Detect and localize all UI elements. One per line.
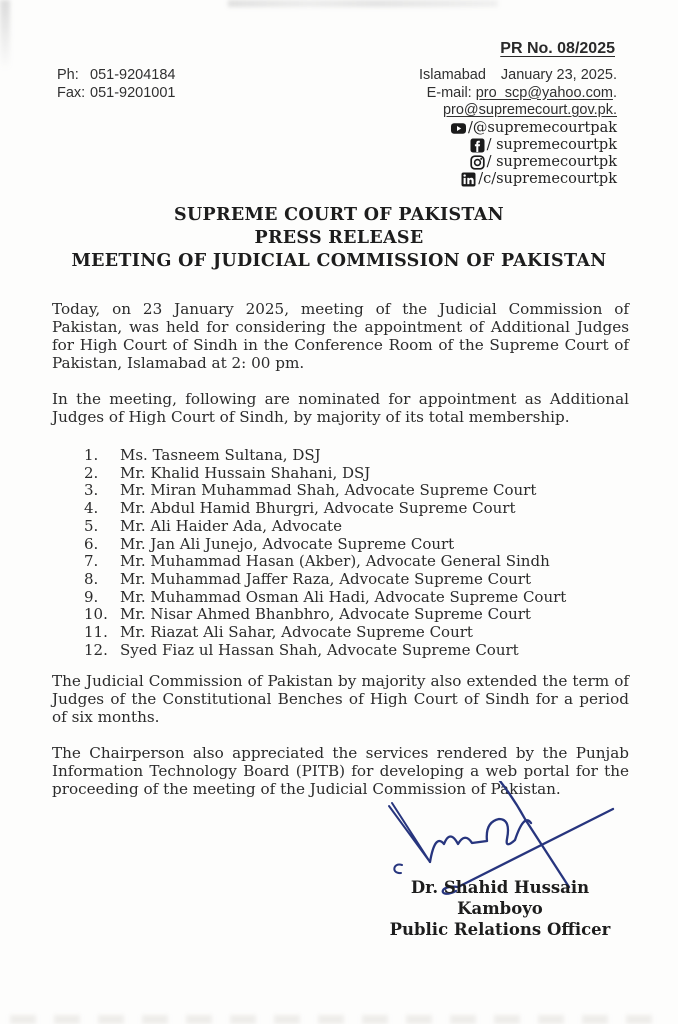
nominee-name: Mr. Ali Haider Ada, Advocate — [120, 516, 342, 535]
pr-number: PR No. 08/2025 — [500, 40, 615, 57]
email-label: E-mail: — [426, 84, 476, 101]
paragraph-nominations-intro: In the meeting, following are nominated for appointment as Additional Judges of High Court of Sindh, by majority of its total membership. — [52, 390, 629, 426]
instagram-handle: / supremecourtpk — [486, 153, 617, 170]
nominee-name: Mr. Abdul Hamid Bhurgri, Advocate Supreme Court — [120, 499, 516, 518]
paragraph-meeting-held: Today, on 23 January 2025, meeting of the Judicial Commission of Pakistan, was held for considering the appointment of Additional Judges for High Court of Sindh in the Conference Room of the Supreme Court of Pakistan, Islamabad at 2: 00 pm. — [52, 300, 629, 372]
nominee-list — [84, 447, 566, 659]
list-number: 6. — [84, 534, 99, 553]
signatory-title: Public Relations Officer — [389, 920, 611, 939]
phone-value: 051-9204184 — [90, 67, 176, 83]
list-item — [84, 606, 566, 624]
scan-cutoff-text-top — [228, 0, 498, 7]
signatory-name: Dr. Shahid Hussain Kamboyo — [410, 878, 590, 918]
facebook-handle: / supremecourtpk — [486, 136, 617, 153]
contact-phone-block — [57, 67, 175, 102]
list-item — [84, 571, 566, 589]
contact-right-block — [419, 67, 617, 188]
linkedin-icon — [461, 172, 476, 187]
youtube-icon — [451, 121, 466, 136]
nominee-name: Mr. Nisar Ahmed Bhanbhro, Advocate Supreme Court — [120, 605, 531, 624]
nominee-name: Mr. Riazat Ali Sahar, Advocate Supreme Court — [120, 623, 473, 642]
phone-label: Ph: — [57, 67, 79, 83]
paragraph-pitb-appreciation: The Chairperson also appreciated the services rendered by the Punjab Information Technology Board (PITB) for developing a web portal for the proceeding of the meeting of the Judicial Commission of Pakistan. — [52, 744, 629, 798]
list-item — [84, 447, 566, 465]
nominee-name: Mr. Miran Muhammad Shah, Advocate Supreme Court — [120, 481, 537, 500]
nominee-name: Mr. Muhammad Osman Ali Hadi, Advocate Supreme Court — [120, 587, 567, 606]
list-item — [84, 642, 566, 660]
fax-label: Fax: — [57, 84, 86, 101]
list-number: 2. — [84, 463, 99, 482]
list-number: 10. — [84, 605, 108, 624]
list-number: 8. — [84, 569, 99, 588]
nominee-name: Mr. Khalid Hussain Shahani, DSJ — [120, 463, 371, 482]
fax-value: 051-9201001 — [90, 84, 176, 101]
nominee-name: Mr. Jan Ali Junejo, Advocate Supreme Court — [120, 534, 455, 553]
title-line-court: SUPREME COURT OF PAKISTAN — [174, 205, 504, 225]
social-facebook-row — [419, 137, 617, 154]
list-number: 11. — [84, 623, 108, 642]
document-title-block — [0, 204, 678, 273]
nominee-name: Mr. Muhammad Hasan (Akber), Advocate General Sindh — [120, 552, 550, 571]
linkedin-handle: /c/supremecourtpk — [478, 170, 617, 187]
list-item — [84, 465, 566, 483]
phone-row — [57, 67, 175, 85]
list-number: 12. — [84, 640, 108, 659]
date: January 23, 2025. — [500, 67, 617, 83]
list-item — [84, 536, 566, 554]
scan-cutoff-text-bottom — [10, 1015, 668, 1024]
list-number: 7. — [84, 552, 99, 571]
title-line-meeting: MEETING OF JUDICIAL COMMISSION OF PAKISTAN — [71, 251, 607, 271]
list-number: 9. — [84, 587, 99, 606]
list-item — [84, 500, 566, 518]
email-primary-line — [419, 85, 617, 103]
list-number: 5. — [84, 516, 99, 535]
title-line-press-release: PRESS RELEASE — [254, 228, 424, 248]
nominee-name: Mr. Muhammad Jaffer Raza, Advocate Supreme Court — [120, 569, 531, 588]
email-primary-period: . — [612, 84, 617, 101]
city-date-line — [419, 67, 617, 85]
instagram-icon — [470, 155, 485, 170]
list-item — [84, 589, 566, 607]
signatory-block — [375, 877, 625, 940]
facebook-icon — [470, 138, 485, 153]
fax-row — [57, 85, 175, 103]
nominee-name: Ms. Tasneem Sultana, DSJ — [120, 446, 321, 464]
social-youtube-row — [419, 120, 617, 137]
list-number: 4. — [84, 499, 99, 518]
scan-edge-artifact — [0, 0, 10, 70]
email-secondary-line — [419, 102, 617, 120]
city: Islamabad — [419, 67, 486, 83]
nominee-name: Syed Fiaz ul Hassan Shah, Advocate Supreme Court — [120, 640, 519, 659]
list-item — [84, 518, 566, 536]
social-linkedin-row — [419, 171, 617, 188]
youtube-handle: /@supremecourtpak — [468, 119, 617, 136]
paragraph-term-extension: The Judicial Commission of Pakistan by majority also extended the term of Judges of the Constitutional Benches of High Court of Sindh for a period of six months. — [52, 672, 629, 726]
email-primary: pro_scp@yahoo.com — [475, 84, 613, 101]
social-instagram-row — [419, 154, 617, 171]
list-item — [84, 482, 566, 500]
list-number: 3. — [84, 481, 99, 500]
list-item — [84, 553, 566, 571]
email-secondary: pro@supremecourt.gov.pk. — [442, 102, 617, 118]
list-number: 1. — [84, 446, 99, 464]
list-item — [84, 624, 566, 642]
